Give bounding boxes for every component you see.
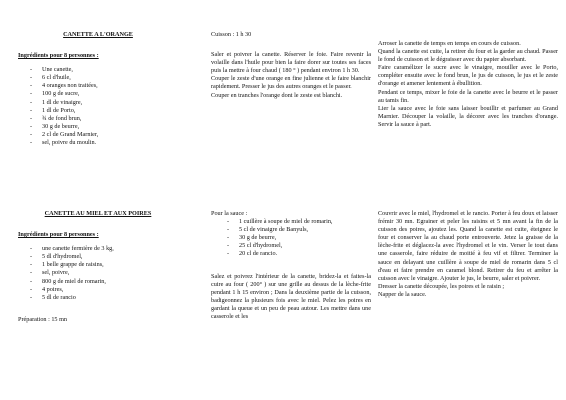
recipe2-sauce-list <box>211 218 371 258</box>
list-item: - ¾ de fond brun, <box>30 115 198 123</box>
list-item: - sel, poivre du moulin. <box>30 139 198 147</box>
list-item: - 20 cl de rancio. <box>227 250 371 258</box>
list-item: - 4 oranges non traitées, <box>30 82 198 90</box>
list-item: - sel, poivre, <box>30 269 198 277</box>
list-item: - 5 cl de vinaigre de Banyuls, <box>227 226 371 234</box>
recipe2-steps-column-1 <box>211 210 371 321</box>
recipe2-title: CANETTE AU MIEL ET AUX POIRES <box>44 210 152 217</box>
list-item: - 4 poires, <box>30 286 198 294</box>
list-item: - 25 cl d'hydromel, <box>227 242 371 250</box>
recipe1-steps-column-2 <box>378 40 558 129</box>
list-item: - 1 dl de vinaigre, <box>30 99 198 107</box>
recipe2-preparation-time: Préparation : 15 mn <box>18 315 67 323</box>
recipe1-title: CANETTE A L'ORANGE <box>63 31 133 38</box>
recipe1-ingredients-list <box>18 66 198 147</box>
recipe2-ingredients-list <box>18 245 198 302</box>
list-item: - 2 cl de Grand Marnier, <box>30 131 198 139</box>
list-item: - 800 g de miel de romarin, <box>30 278 198 286</box>
recipe1-cooking-time: Cuisson : 1 h 30 <box>211 31 252 38</box>
recipe2-ingredients-column <box>18 210 198 324</box>
recipe2-steps-part-2: Couvrir avec le miel, l'hydromel et le rancio. Porter à feu doux et laisser frémir 30 mn. Egrainer et peler les raisins et 5 mn avant la fin de la cuisson des poires, ajoutez les. Quand la canette est cuite, éteignez le four et conserver la au chaud porte entrouverte. Jetez la graisse de la lèche-frite et déglacez-la avec l'hydromel et le vin. Verser le tout dans une casserole, faire réduire de moitié à feu vif et filtrer. Terminer la sauce en delayant une cuillère à soupe de miel de romarin dans 5 cl d'eau et faire prendre en caramel blond. Retirer du feu et arrêter la cuisson avec le vinaigre. Ajouter le jus, le beurre, saler et poivrer. Dresser la canette découpée, les poires et le raisin ; Napper de la sauce. <box>378 210 558 298</box>
recipe1-ingredients-column <box>18 31 198 147</box>
recipe2-sauce-heading: Pour la sauce : <box>211 210 248 217</box>
list-item: - 5 dl de rancio <box>30 294 198 302</box>
recipe2-steps-column-2 <box>378 210 558 299</box>
list-item: - 6 cl d'huile, <box>30 74 198 82</box>
list-item: - Une canette, <box>30 66 198 74</box>
list-item: - 1 dl de Porto, <box>30 107 198 115</box>
list-item: - 1 belle grappe de raisins, <box>30 261 198 269</box>
recipe2-ingredients-heading: Ingrédients pour 8 personnes : <box>18 231 99 239</box>
recipe1-ingredients-heading: Ingrédients pour 8 personnes : <box>18 52 99 60</box>
recipe1-steps-column-1 <box>211 31 371 100</box>
list-item: - 1 cuillère à soupe de miel de romarin, <box>227 218 371 226</box>
list-item: - 100 g de sucre, <box>30 90 198 98</box>
list-item: - 5 dl d'hydromel, <box>30 253 198 261</box>
recipe1-steps-part-1: Saler et poivrer la canette. Réserver le foie. Faire revenir la volaille dans l'huile pour bien la faire dorer sur toutes ses faces puis la mettre à four chaud ( 180 ° ) pendant environ 1 h 30. Couper le zeste d'une orange en fine julienne et le faire blanchir rapidement. Presser le jus des autres oranges et le passer. Couper en tranches l'orange dont le zeste est blanchi. <box>211 51 371 99</box>
recipe1-steps-part-2: Arroser la canette de temps en temps en cours de cuisson. Quand la canette est cuite, la retirer du four et la garder au chaud. Passer le fond de cuisson et le dégraisser avec du papier absorbant. Faire caramélizer le sucre avec le vinaigre, mouiller avec le Porto, compléter ensuite avec le fond brun, le jus de cuisson, le jus et le zeste d'orange et amener lentement à ébullition. Pendant ce temps, mixer le foie de la canette avec le beurre et le passer au tamis fin. Lier la sauce avec le foie sans laisser bouillir et parfumer au Grand Marnier. Découper la volaille, la décorer avec les tranches d'orange. Servir la sauce à part. <box>378 40 558 128</box>
list-item: - 30 g de beurre, <box>30 123 198 131</box>
list-item: - une canette fermière de 3 kg, <box>30 245 198 253</box>
list-item: - 30 g de beurre, <box>227 234 371 242</box>
recipe2-steps-part-1: Salez et poivrez l'intérieur de la canette, bridez-la et faites-la cuire au four ( 200° ) sur une grille au dessus de la lèche-frite pendant 1 h 15 environ ; Dans la deuxième partie de la cuisson, badigeonnez la plusieurs fois avec le miel. Pelez les poires en gardant la queue et un peu de peau autour. Les mettre dans une casserole et les <box>211 272 371 321</box>
